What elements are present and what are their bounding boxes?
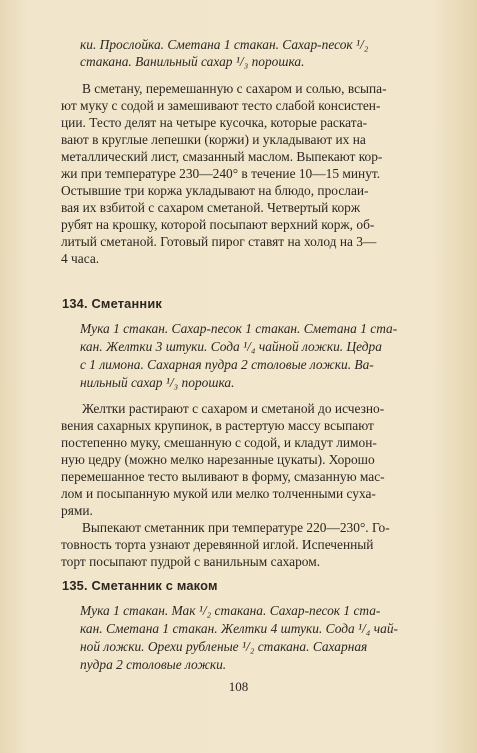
text-line: Остывшие три коржа укладывают на блюдо, прослаи- — [61, 183, 369, 198]
text-line: ции. Тесто делят на четыре кусочка, которые раската- — [61, 115, 368, 130]
text-line: литый сметаной. Готовый пирог ставят на холод на 3— — [61, 234, 377, 249]
text-line: Мука 1 стакан. Сахар-песок 1 стакан. Сметана 1 ста- — [80, 321, 398, 336]
text-line: стакана. Ванильный сахар ¹/₃ порошка. — [80, 54, 305, 69]
text-line: ную цедру (можно мелко нарезанные цукаты). Хорошо — [61, 452, 375, 467]
text-line: нильный сахар ¹/₃ порошка. — [80, 375, 235, 390]
text-line: рубят на крошку, которой посыпают верхний корж, об- — [61, 217, 375, 232]
text-line: Желтки растирают с сахаром и сметаной до исчезно- — [82, 401, 385, 416]
recipe-title: 135. Сметанник с маком — [62, 578, 218, 593]
text-line: Выпекают сметанник при температуре 220—230°. Го- — [82, 520, 390, 535]
text-line: металлический лист, смазанный маслом. Выпекают кор- — [61, 149, 383, 164]
text-line: пудра 2 столовые ложки. — [80, 657, 227, 672]
text-line: жи при температуре 230—240° в течение 10—15 минут. — [61, 166, 381, 181]
text-line: товность торта узнают деревянной иглой. Испеченный — [61, 537, 374, 552]
text-line: с 1 лимона. Сахарная пудра 2 столовые ложки. Ва- — [80, 357, 374, 372]
text-line: 4 часа. — [61, 251, 100, 266]
text-line: ной ложки. Орехи рубленые ¹/₂ стакана. Сахарная — [80, 639, 368, 654]
text-line: В сметану, перемешанную с сахаром и солью, всыпа- — [82, 81, 387, 96]
text-line: вения сахарных крупинок, в растертую массу всыпают — [61, 418, 374, 433]
page-number: 108 — [228, 679, 249, 694]
text-line: рями. — [61, 503, 93, 518]
text-line: перемешанное тесто выливают в форму, смазанную мас- — [61, 469, 385, 484]
text-line: Мука 1 стакан. Мак ¹/₂ стакана. Сахар-песок 1 ста- — [80, 603, 381, 618]
text-line: ют муку с содой и замешивают тесто слабой консистен- — [61, 98, 381, 113]
text-line: постепенно муку, смешанную с содой, и кладут лимон- — [61, 435, 377, 450]
text-line: вают в круглые лепешки (коржи) и укладывают их на — [61, 132, 366, 147]
text-line: лом и посыпанную мукой или мелко толченными суха- — [61, 486, 376, 501]
text-line: кан. Желтки 3 штуки. Сода ¹/₄ чайной ложки. Цедра — [80, 339, 382, 354]
recipe-title: 134. Сметанник — [62, 296, 163, 311]
text-line: вая их взбитой с сахаром сметаной. Четвертый корж — [61, 200, 361, 215]
text-line: кан. Сметана 1 стакан. Желтки 4 штуки. Сода ¹/₄ чай- — [80, 621, 399, 636]
text-line: торт посыпают пудрой с ванильным сахаром. — [61, 554, 321, 569]
text-line: ки. Прослойка. Сметана 1 стакан. Сахар-песок ¹/₂ — [80, 37, 369, 52]
